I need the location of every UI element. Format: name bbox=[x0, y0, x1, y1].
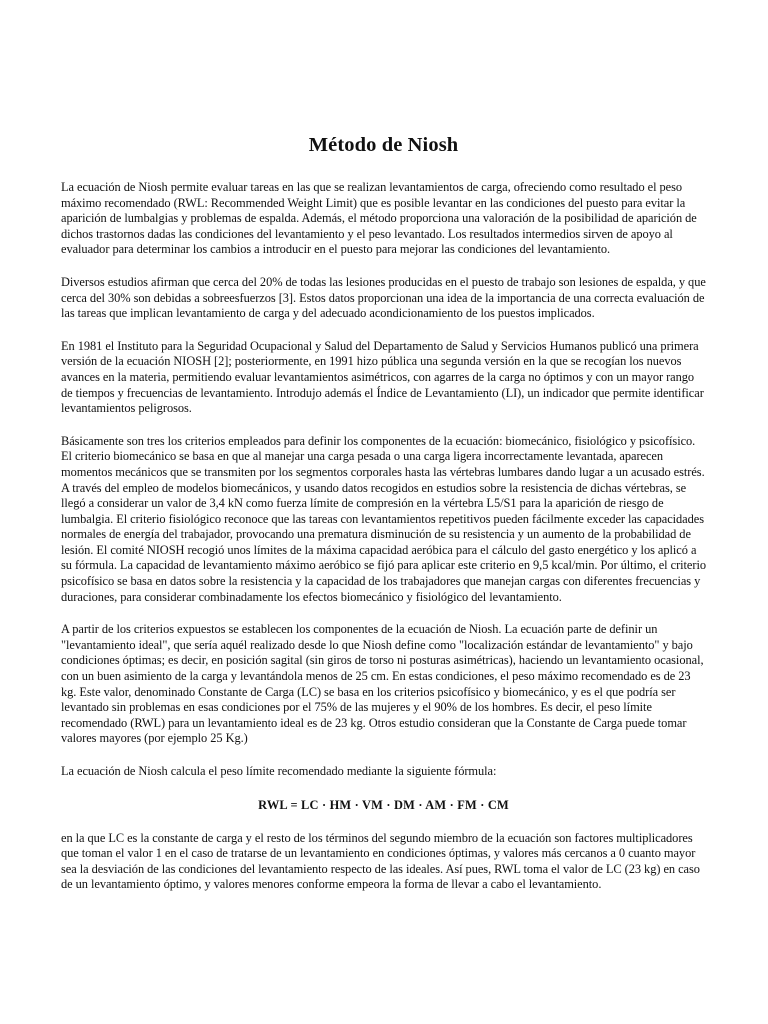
paragraph-statistics: Diversos estudios afirman que cerca del 20% de todas las lesiones producidas en el puesto de trabajo son lesiones de espalda, y que cerca del 30% son debidas a sobreesfuerzos [3]. Estos datos proporcionan una idea de la importancia de una correcta evaluación de las tareas que implican levantamiento de carga y del adecuado acondicionamiento de los puestos implicados. bbox=[61, 274, 706, 321]
paragraph-history: En 1981 el Instituto para la Seguridad Ocupacional y Salud del Departamento de Salud y Servicios Humanos publicó una primera versión de la ecuación NIOSH [2]; posteriormente, en 1991 hizo pública una segunda versión en la que se recogían los nuevos avances en la materia, permitiendo evaluar levantamientos asimétricos, con agarres de la carga no óptimos y con un mayor rango de tiempos y frecuencias de levantamiento. Introdujo además el Índice de Levantamiento (LI), un indicador que permite identificar levantamientos peligrosos. bbox=[61, 338, 704, 416]
paragraph-formula-intro: La ecuación de Niosh calcula el peso límite recomendado mediante la siguiente fórmula: bbox=[61, 764, 497, 778]
rwl-formula: RWL = LC · HM · VM · DM · AM · FM · CM bbox=[258, 797, 509, 812]
paragraph-intro: La ecuación de Niosh permite evaluar tareas en las que se realizan levantamientos de carga, ofreciendo como resultado el peso máximo recomendado (RWL: Recommended Weight Limit) que es posible levantar en las condiciones del puesto para evitar la aparición de lumbalgias y problemas de espalda. Además, el método proporciona una valoración de la posibilidad de aparición de dichos trastornos dadas las condiciones del levantamiento y el peso levantado. Los resultados intermedios sirven de apoyo al evaluador para determinar los cambios a introducir en el puesto para mejorar las condiciones del levantamiento. bbox=[61, 180, 697, 257]
paragraph-components: A partir de los criterios expuestos se establecen los componentes de la ecuación de Niosh. La ecuación parte de definir un "levantamiento ideal", que sería aquél realizado desde lo que Niosh define como "localización estándar de levantamiento" y bajo condiciones óptimas; es decir, en posición sagital (sin giros de torso ni posturas asimétricas), haciendo un levantamiento ocasional, con un buen asimiento de la carga y levantándola menos de 25 cm. En estas condiciones, el peso máximo recomendado es de 23 kg. Este valor, denominado Constante de Carga (LC) se basa en los criterios psicofísico y biomecánico, y es el que podría ser levantado sin problemas en esas condiciones por el 75% de las mujeres y el 90% de los hombres. Es decir, el peso límite recomendado (RWL) para un levantamiento ideal es de 23 kg. Otros estudio consideran que la Constante de Carga puede tomar valores mayores (por ejemplo 25 Kg.) bbox=[61, 622, 704, 746]
paragraph-criteria: Básicamente son tres los criterios empleados para definir los componentes de la ecuación: biomecánico, fisiológico y psicofísico. El criterio biomecánico se basa en que al manejar una carga pesada o una carga ligera incorrectamente levantada, aparecen momentos mecánicos que se transmiten por los segmentos corporales hasta las vértebras lumbares dando lugar a un acusado estrés. A través del empleo de modelos biomecánicos, y usando datos recogidos en estudios sobre la resistencia de dichas vértebras, se llegó a considerar un valor de 3,4 kN como fuerza límite de compresión en la vértebra L5/S1 para la aparición de riesgo de lumbalgia. El criterio fisiológico reconoce que las tareas con levantamientos repetitivos pueden fácilmente exceder las capacidades normales de energía del trabajador, provocando una prematura disminución de su resistencia y un aumento de la probabilidad de lesión. El comité NIOSH recogió unos límites de la máxima capacidad aeróbica para el cálculo del gasto energético y los aplicó a su fórmula. La capacidad de levantamiento máximo aeróbico se fijó para aplicar este criterio en 9,5 kcal/min. Por último, el criterio psicofísico se basa en datos sobre la resistencia y la capacidad de los trabajadores que manejan cargas con diferentes frecuencias y duraciones, para considerar combinadamente los efectos biomecánico y fisiológico del levantamiento. bbox=[61, 433, 706, 604]
document-title: Método de Niosh bbox=[308, 134, 459, 156]
paragraph-formula-explanation: en la que LC es la constante de carga y el resto de los términos del segundo miembro de la ecuación son factores multiplicadores que toman el valor 1 en el caso de tratarse de un levantamiento en condiciones óptimas, y valores más cercanos a 0 cuanto mayor sea la desviación de las condiciones del levantamiento respecto de las ideales. Así pues, RWL toma el valor de LC (23 kg) en caso de un levantamiento óptimo, y valores menores conforme empeora la forma de llevar a cabo el levantamiento. bbox=[61, 830, 700, 892]
